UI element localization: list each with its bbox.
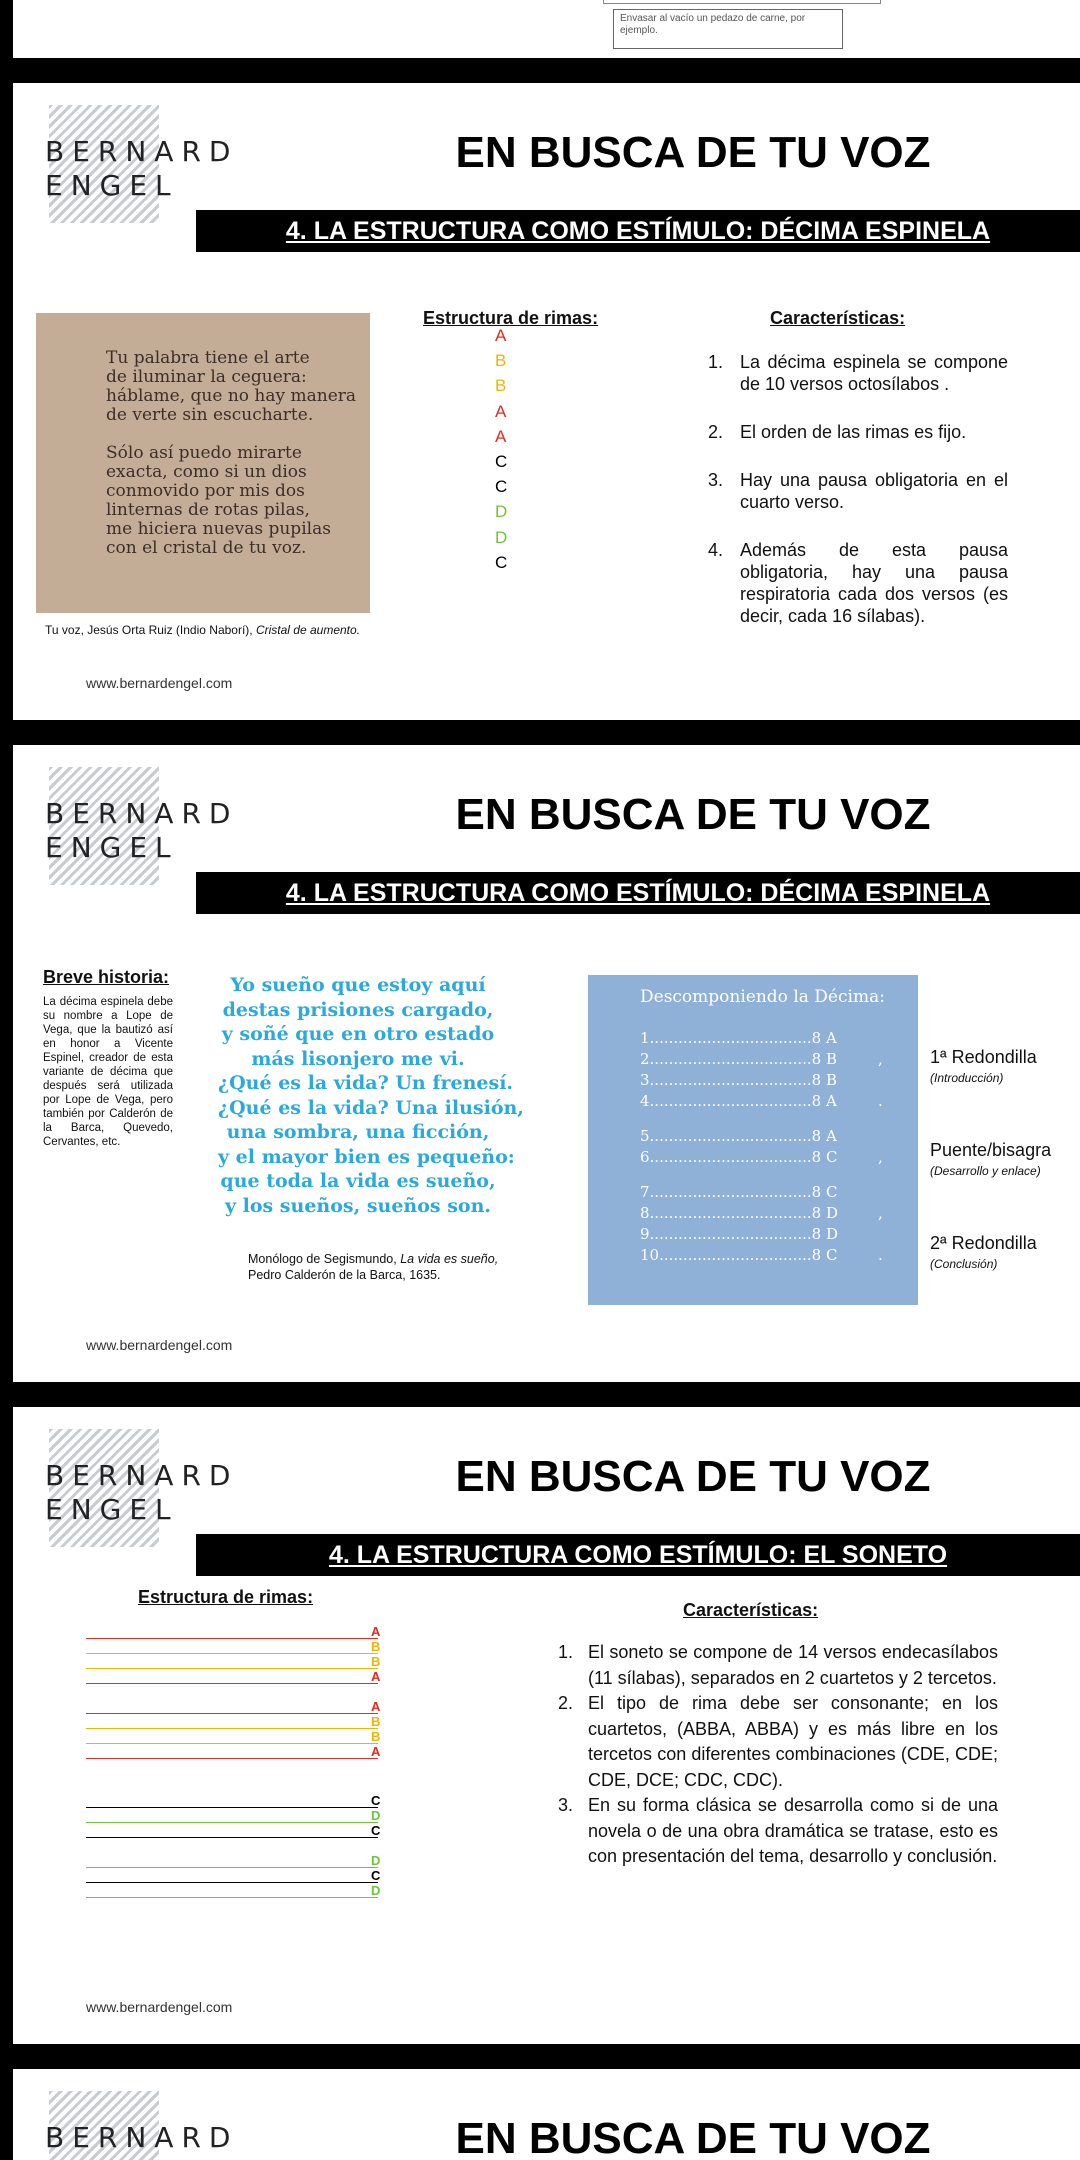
credit-author: Pedro Calderón de la Barca, 1635. <box>248 1268 441 1282</box>
page-title: EN BUSCA DE TU VOZ <box>455 790 931 839</box>
poem-line: exacta, como si un dios <box>106 462 307 482</box>
rhyme-letter-a: A <box>495 326 507 345</box>
rhyme-letter-d: D <box>495 502 508 521</box>
callout-box: Envasar al vacío un pedazo de carne, por ejemplo. <box>613 9 843 49</box>
rhyme-letter-b: B <box>371 1639 381 1654</box>
footer-url: www.bernardengel.com <box>86 1337 233 1353</box>
breakdown-line: 8..................................8 D <box>640 1204 838 1222</box>
rhyme-line-a <box>86 1683 378 1684</box>
characteristic-item <box>708 539 1008 627</box>
logo-line-1: BERNARD <box>45 135 239 168</box>
breakdown-line: 3..................................8 B <box>640 1071 837 1089</box>
rhyme-line-c <box>86 1837 378 1838</box>
characteristic-item <box>708 421 1008 443</box>
rhyme-letter-a: A <box>371 1744 381 1759</box>
rhyme-line-b <box>86 1728 378 1729</box>
group-label-1: 1ª Redondilla <box>930 1047 1037 1067</box>
rhyme-line-d <box>86 1897 378 1898</box>
characteristic-item <box>558 1793 998 1870</box>
item-text: El tipo de rima debe ser consonante; en los cuartetos, (ABBA, ABBA) y es más libre en los tercetos con diferentes combinaciones (CDE, CDE; CDE, DCE; CDC, CDC). <box>588 1693 998 1790</box>
rhyme-line-a <box>86 1758 378 1759</box>
breakdown-line: 1..................................8 A <box>640 1029 837 1047</box>
rhyme-letter-b: B <box>371 1654 381 1669</box>
poem-line: una sombra, una ficción, <box>226 1121 490 1143</box>
footer-url: www.bernardengel.com <box>86 1999 233 2015</box>
poem-line: y los sueños, sueños son. <box>224 1194 492 1217</box>
rhyme-letter-d: D <box>371 1853 381 1868</box>
item-number: 1. <box>558 1642 574 1662</box>
breakdown-punctuation: , <box>878 1148 883 1166</box>
poem-line: de iluminar la ceguera: <box>106 367 307 387</box>
breakdown-line: 2..................................8 B <box>640 1050 837 1068</box>
callout-connector <box>603 0 881 4</box>
rhyme-letter-d: D <box>371 1808 381 1823</box>
breakdown-line: 4..................................8 A <box>640 1092 837 1110</box>
characteristic-item <box>558 1640 998 1691</box>
rhyme-letter-a: A <box>495 402 507 421</box>
photo-poem-text <box>106 349 356 558</box>
photo-caption <box>45 623 360 637</box>
poem-line: con el cristal de tu voz. <box>106 538 307 558</box>
group-label-3: 2ª Redondilla <box>930 1233 1037 1253</box>
characteristic-item <box>708 469 1008 513</box>
rhyme-letter-a: A <box>495 427 507 446</box>
footer-url: www.bernardengel.com <box>86 675 233 691</box>
group-sub-3: (Conclusión) <box>930 1257 998 1271</box>
poem-line: ¿Qué es la vida? Una ilusión, <box>218 1096 524 1119</box>
poem-line: Sólo así puedo mirarte <box>106 443 302 463</box>
poem-photo <box>36 313 370 613</box>
poem-line: me hiciera nuevas pupilas <box>106 519 331 539</box>
rhyme-letter-c: C <box>495 553 508 572</box>
rhyme-letter-d: D <box>371 1883 381 1898</box>
item-text: Además de esta pausa obligatoria, hay una pausa respiratoria cada dos versos (es decir, cada 16 sílabas). <box>740 540 1008 626</box>
item-number: 3. <box>558 1795 574 1815</box>
poem-line: Tu palabra tiene el arte <box>106 348 310 368</box>
caption-italic: Cristal de aumento. <box>255 623 361 637</box>
characteristic-item <box>708 351 1008 395</box>
item-number: 2. <box>708 422 724 442</box>
item-number: 3. <box>708 470 724 490</box>
page-title: EN BUSCA DE TU VOZ <box>455 128 931 177</box>
item-number: 2. <box>558 1693 574 1713</box>
breakdown-punctuation: , <box>878 1050 883 1068</box>
poem-line: más lisonjero me vi. <box>251 1047 465 1070</box>
rhyme-line-c <box>86 1807 378 1808</box>
logo-line-2: ENGEL <box>45 1493 179 1526</box>
rhyme-line-b <box>86 1653 378 1654</box>
rhyme-letter-c: C <box>495 477 508 496</box>
breakdown-line: 7..................................8 C <box>640 1183 838 1201</box>
rhyme-letter-a: A <box>371 1624 381 1639</box>
slide-soneto <box>13 1407 1080 2044</box>
breakdown-line: 10................................8 C <box>640 1246 838 1264</box>
logo-line-2: ENGEL <box>45 831 179 864</box>
characteristics-list <box>708 351 1008 653</box>
breakdown-line: 9..................................8 D <box>640 1225 838 1243</box>
rhyme-letter-c: C <box>371 1868 381 1883</box>
item-text: La décima espinela se compone de 10 versos octosílabos . <box>740 352 1008 394</box>
breakdown-title: Descomponiendo la Décima: <box>640 987 885 1007</box>
rhymes-heading: Estructura de rimas: <box>423 308 599 328</box>
logo-line-1: BERNARD <box>45 797 239 830</box>
rhyme-letter-b: B <box>495 376 507 395</box>
caption-text: Tu voz, Jesús Orta Ruiz (Indio Naborí), <box>45 623 256 637</box>
characteristics-list <box>558 1640 998 1870</box>
rhyme-letter-c: C <box>495 452 508 471</box>
poem-line: háblame, que no hay manera <box>106 386 357 406</box>
credit-text: Monólogo de Segismundo, <box>248 1252 401 1266</box>
rhyme-letter-b: B <box>495 351 507 370</box>
poem-line: de verte sin escucharte. <box>106 405 314 425</box>
rhyme-line-a <box>86 1638 378 1639</box>
item-text: En su forma clásica se desarrolla como si de una novela o de una obra dramática se tratase, esto es con presentación del tema, desarrollo y conclusión. <box>588 1795 998 1866</box>
poem-line: ¿Qué es la vida? Un frenesí. <box>218 1072 514 1094</box>
rhyme-letter-b: B <box>371 1714 381 1729</box>
group-label-2: Puente/bisagra <box>930 1140 1052 1160</box>
rhyme-line-b <box>86 1743 378 1744</box>
page-title: EN BUSCA DE TU VOZ <box>455 2114 931 2160</box>
rhyme-letter-a: A <box>371 1669 381 1684</box>
characteristics-heading: Características: <box>683 1600 819 1620</box>
rhyme-letter-c: C <box>371 1793 381 1808</box>
slide-decima-espinela-1 <box>13 83 1080 720</box>
characteristic-item <box>558 1691 998 1793</box>
rhyme-line-d <box>86 1867 378 1868</box>
poem-line: conmovido por mis dos <box>106 481 305 501</box>
rhyme-line-b <box>86 1668 378 1669</box>
decima-breakdown-panel <box>588 975 918 1305</box>
rhyme-line-a <box>86 1713 378 1714</box>
bernard-engel-logo <box>35 2091 239 2160</box>
calderon-poem <box>218 973 524 1218</box>
logo-line-1: BERNARD <box>45 2121 239 2154</box>
poem-credit <box>248 1251 498 1283</box>
poem-line: Yo sueño que estoy aquí <box>230 974 486 996</box>
group-sub-1: (Introducción) <box>930 1071 1004 1085</box>
logo-line-1: BERNARD <box>45 1459 239 1492</box>
item-text: Hay una pausa obligatoria en el cuarto verso. <box>740 470 1008 512</box>
item-number: 1. <box>708 352 724 372</box>
credit-italic: La vida es sueño, <box>400 1252 499 1266</box>
poem-line: que toda la vida es sueño, <box>220 1170 496 1192</box>
breakdown-punctuation: , <box>878 1204 883 1222</box>
next-slide-fragment <box>13 2069 1080 2160</box>
item-text: El orden de las rimas es fijo. <box>740 422 967 442</box>
page-title: EN BUSCA DE TU VOZ <box>455 1452 931 1501</box>
logo-line-2: ENGEL <box>45 169 179 202</box>
poem-line: y el mayor bien es pequeño: <box>218 1145 515 1168</box>
rhyme-letter-a: A <box>371 1699 381 1714</box>
group-sub-2: (Desarrollo y enlace) <box>930 1164 1041 1178</box>
previous-slide-fragment <box>13 0 1080 58</box>
item-text: El soneto se compone de 14 versos endecasílabos (11 sílabas), separados en 2 cuartetos y 2 tercetos. <box>588 1642 998 1688</box>
rhyme-line-c <box>86 1882 378 1883</box>
section-banner: 4. LA ESTRUCTURA COMO ESTÍMULO: DÉCIMA ESPINELA <box>196 210 1080 252</box>
section-banner: 4. LA ESTRUCTURA COMO ESTÍMULO: DÉCIMA ESPINELA <box>196 872 1080 914</box>
poem-line <box>106 425 356 444</box>
breakdown-punctuation: . <box>878 1246 883 1264</box>
poem-line: linternas de rotas pilas, <box>106 500 310 520</box>
rhyme-line-d <box>86 1822 378 1823</box>
rhyme-letter-c: C <box>371 1823 381 1838</box>
poem-line: y soñé que en otro estado <box>221 1023 495 1045</box>
history-heading: Breve historia: <box>43 967 170 987</box>
item-number: 4. <box>708 540 724 560</box>
breakdown-line: 5..................................8 A <box>640 1127 837 1145</box>
history-text: La décima espinela debe su nombre a Lope de Vega, que la bautizó así en honor a Vicente Espinel, creador de esta variante de décima que después será utilizada por Lope de Vega, pero también por Calderón de la Barca, Quevedo, Cervantes, etc. <box>43 996 173 1148</box>
poem-line: destas prisiones cargado, <box>222 998 494 1021</box>
rhyme-letter-b: B <box>371 1729 381 1744</box>
rhyme-letter-d: D <box>495 528 508 547</box>
section-banner: 4. LA ESTRUCTURA COMO ESTÍMULO: EL SONETO <box>196 1534 1080 1576</box>
breakdown-punctuation: . <box>878 1092 883 1110</box>
breakdown-line: 6..................................8 C <box>640 1148 838 1166</box>
rhymes-heading: Estructura de rimas: <box>138 1587 314 1607</box>
slide-decima-espinela-2 <box>13 745 1080 1382</box>
characteristics-heading: Características: <box>770 308 906 328</box>
